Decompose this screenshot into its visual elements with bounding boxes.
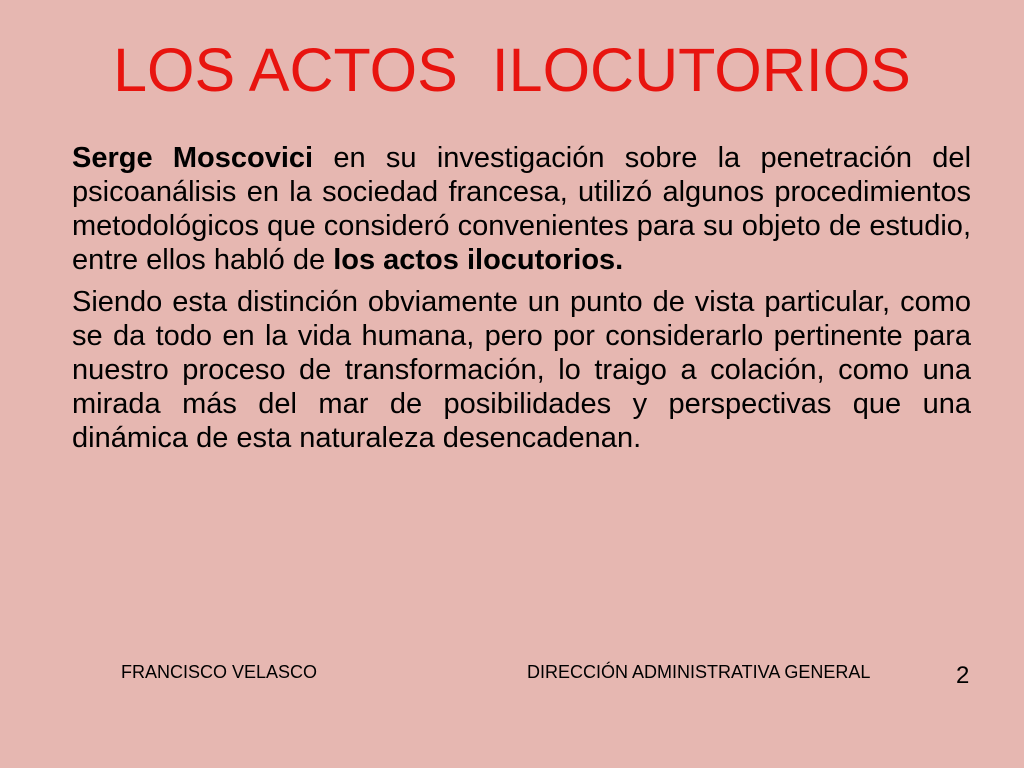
footer-author: FRANCISCO VELASCO [121, 662, 318, 682]
paragraph-1-text: en su investigación sobre la penetración del psicoanálisis en la sociedad francesa, utilizó algunos procedimientos metodológicos que consideró convenientes para su objeto de estudio, entre ellos habló de [72, 142, 972, 276]
slide-title: LOS ACTOS ILOCUTORIOS [113, 36, 911, 104]
author-name: Serge Moscovici [72, 142, 314, 174]
footer-department: DIRECCIÓN ADMINISTRATIVA GENERAL [527, 662, 871, 682]
paragraph-1 [72, 141, 971, 277]
slide-body [72, 141, 971, 455]
key-term: los actos ilocutorios. [333, 244, 624, 276]
paragraph-2: Siendo esta distinción obviamente un punto de vista particular, como se da todo en la vida humana, pero por considerarlo pertinente para nuestro proceso de transformación, lo traigo a colación, como una mirada más del mar de posibilidades y perspectivas que una dinámica de esta naturaleza desencadenan. [72, 286, 971, 454]
slide-number: 2 [956, 662, 970, 689]
